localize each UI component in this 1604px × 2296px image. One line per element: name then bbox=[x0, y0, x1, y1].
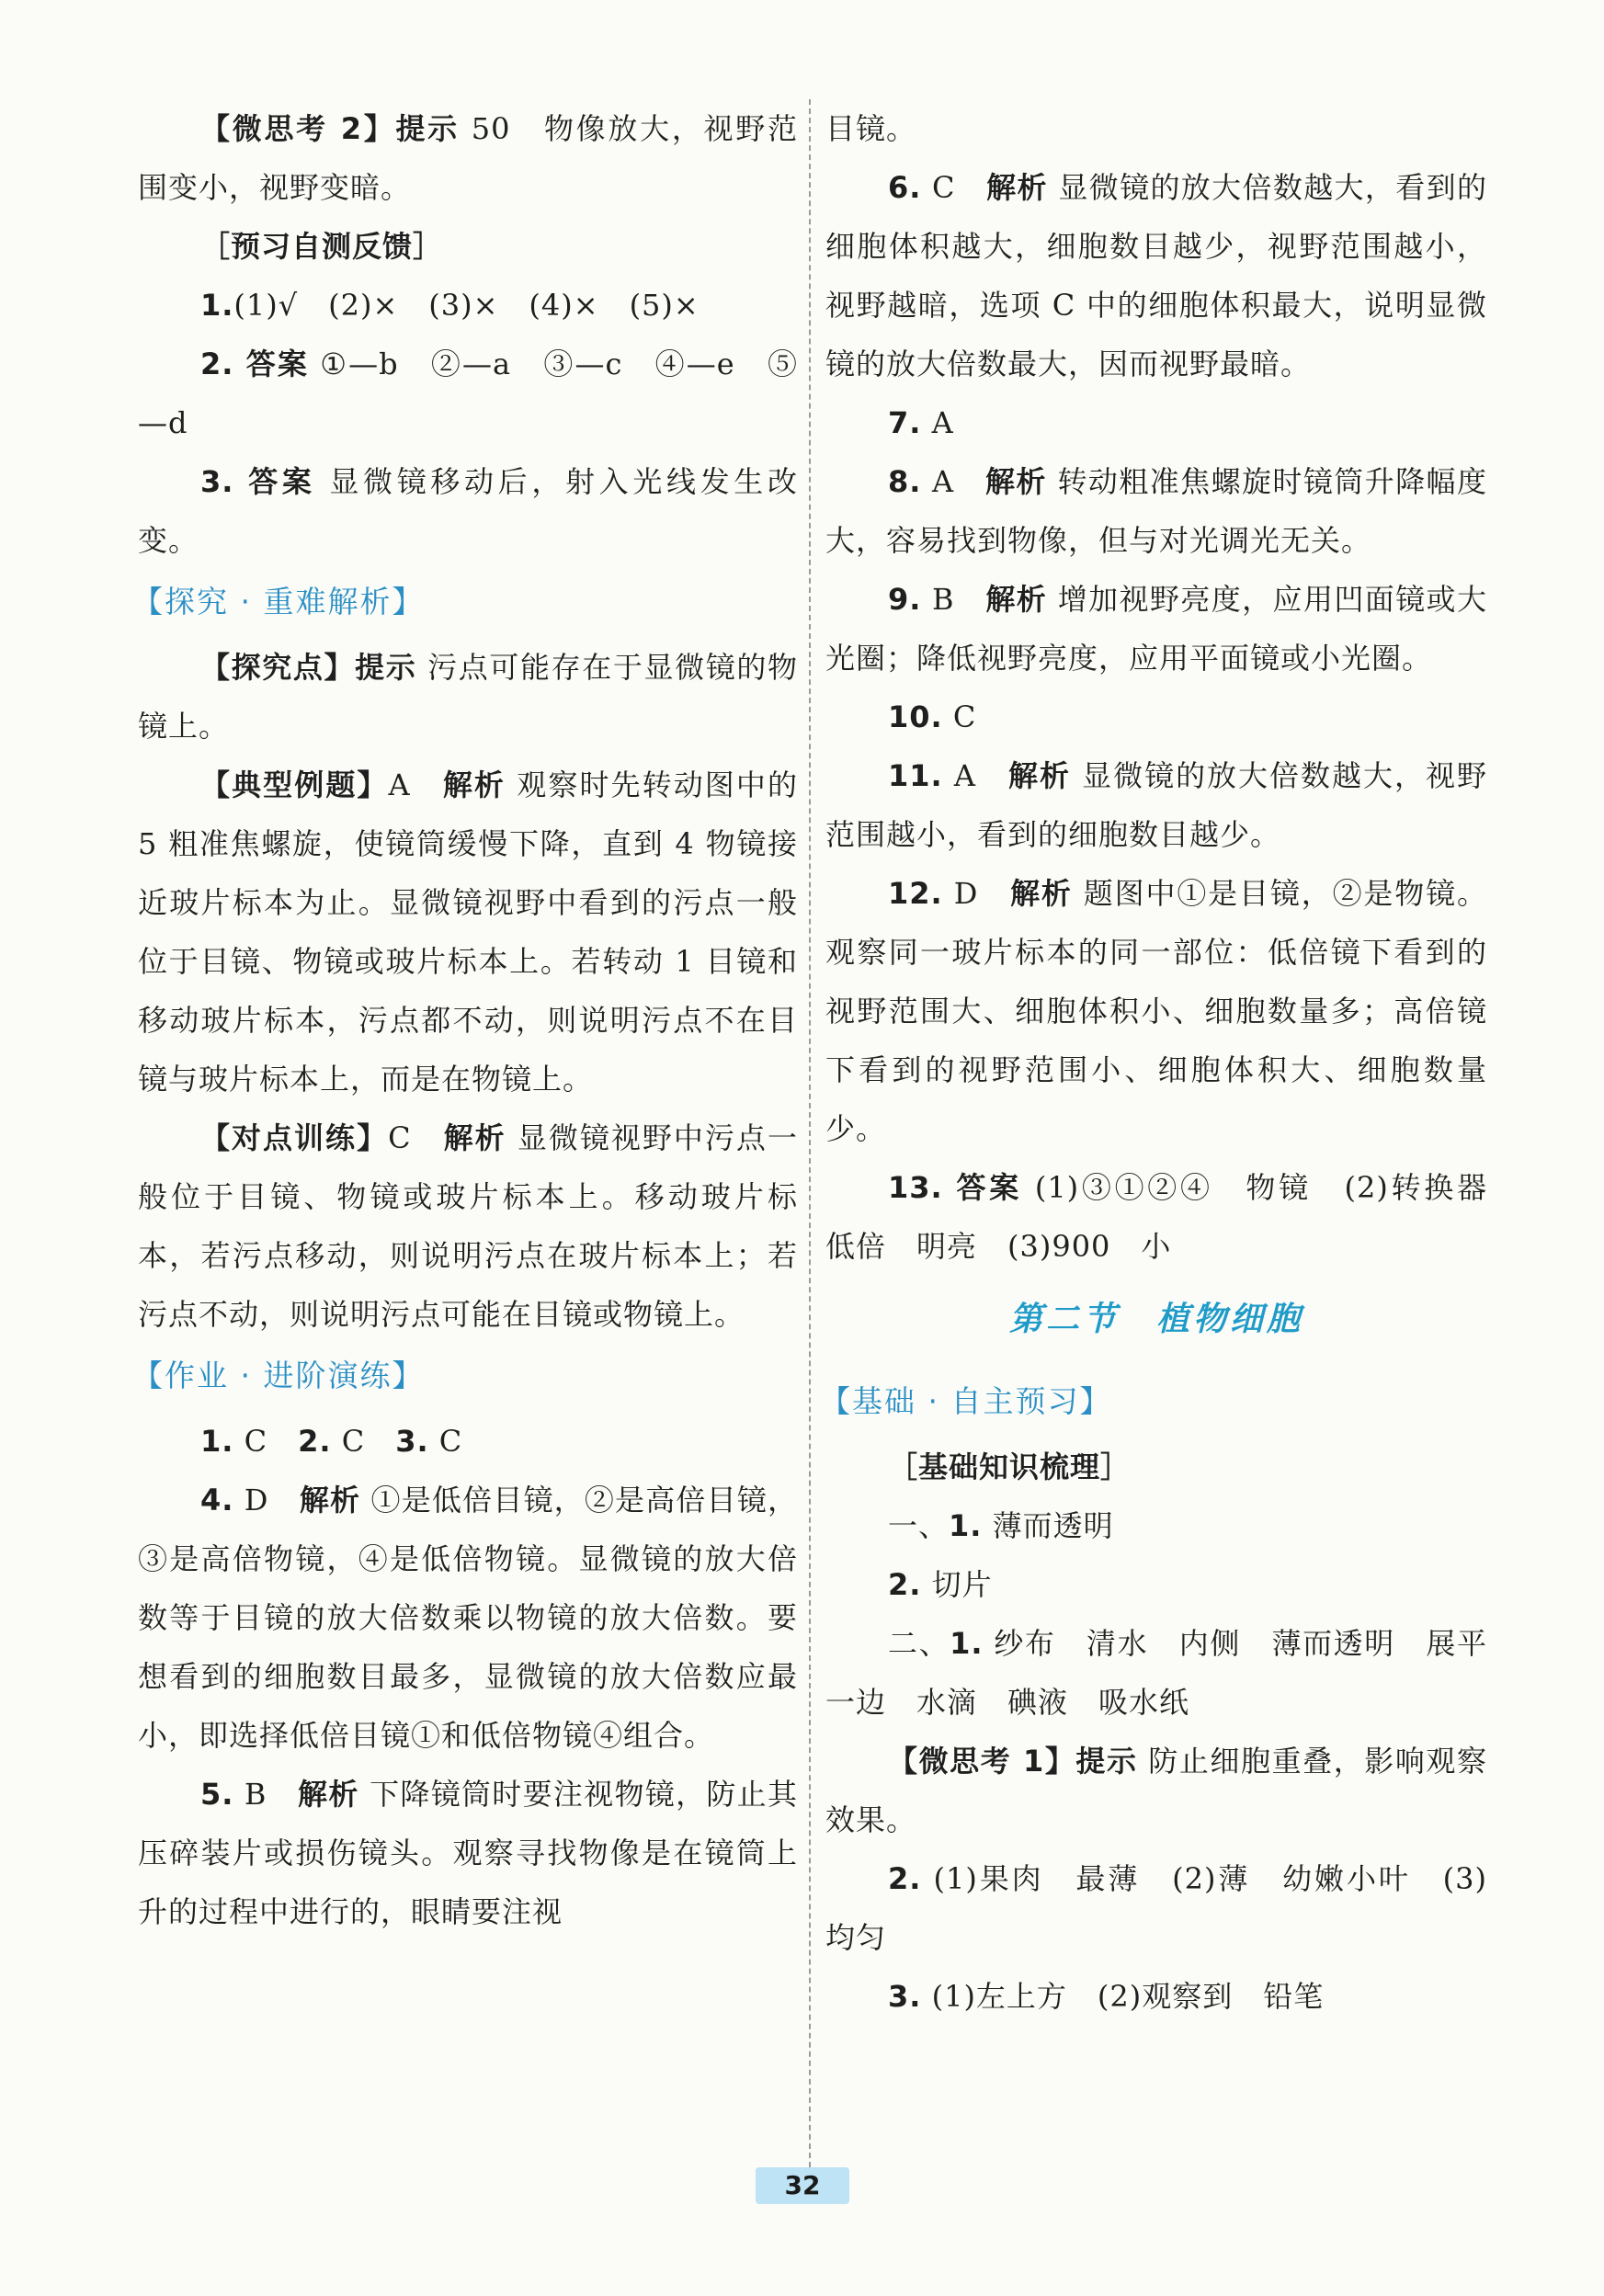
micro-think-1: 【微思考 1】提示 防止细胞重叠，影响观察效果。 bbox=[825, 1744, 1487, 1837]
left-column bbox=[132, 99, 798, 1941]
homework-11: 11. A 解析 显微镜的放大倍数越大，视野范围越小，看到的细胞数目越少。 bbox=[825, 758, 1487, 852]
homework-13: 13. 答案 (1)③①②④ 物镜 (2)转换器 低倍 明亮 (3)900 小 bbox=[825, 1170, 1518, 1264]
section-heading-explore: 【探究 · 重难解析】 bbox=[132, 584, 425, 619]
knowledge-2-1: 二、1. 纱布 清水 内侧 薄而透明 展平 一边 水滴 碘液 吸水纸 bbox=[825, 1626, 1518, 1720]
knowledge-1-2: 2. 切片 bbox=[888, 1567, 993, 1602]
homework-5: 5. B 解析 下降镜筒时要注视物镜，防止其压碎装片或损伤镜头。观察寻找物像是在镜筒上升的过程中进行的，眼睛要注视 bbox=[138, 1777, 798, 1929]
knowledge-1-1: 一、1. 薄而透明 bbox=[888, 1508, 1114, 1543]
homework-9: 9. B 解析 增加视野亮度，应用凹面镜或大光圈；降低视野亮度，应用平面镜或小光圈。 bbox=[825, 582, 1487, 676]
targeted-training: 【对点训练】C 解析 显微镜视野中污点一般位于目镜、物镜或玻片标本上。移动玻片标本，若污点移动，则说明污点在玻片标本上；若污点不动，则说明污点可能在目镜或物镜上。 bbox=[138, 1120, 798, 1332]
explore-point: 【探究点】提示 污点可能存在于显微镜的物镜上。 bbox=[138, 650, 798, 744]
chapter-title: 第二节 植物细胞 bbox=[1008, 1301, 1303, 1338]
right-column bbox=[820, 99, 1518, 2026]
page-number: 32 bbox=[756, 2167, 849, 2204]
homework-12: 12. D 解析 题图中①是目镜，②是物镜。观察同一玻片标本的同一部位：低倍镜下看到的视野范围大、细胞体积小、细胞数量多；高倍镜下看到的视野范围小、细胞体积大、细胞数量少。 bbox=[825, 876, 1487, 1146]
section-heading-homework: 【作业 · 进阶演练】 bbox=[132, 1358, 425, 1393]
preview-q1: 1.(1)√ (2)× (3)× (4)× (5)× bbox=[200, 288, 700, 323]
typical-example: 【典型例题】A 解析 观察时先转动图中的 5 粗准焦螺旋，使镜筒缓慢下降，直到 4 物镜接近玻片标本为止。显微镜视野中看到的污点一般位于目镜、物镜或玻片标本上。若转动 1 目镜和移动玻片标本，污点都不动，则说明污点不在目镜与玻片标本上，而是在物镜上。 bbox=[138, 767, 798, 1097]
homework-10: 10. C bbox=[888, 699, 977, 734]
homework-5-continued: 目镜。 bbox=[825, 111, 917, 146]
knowledge-2-3: 3. (1)左上方 (2)观察到 铅笔 bbox=[888, 1979, 1325, 2014]
homework-8: 8. A 解析 转动粗准焦螺旋时镜筒升降幅度大，容易找到物像，但与对光调光无关。 bbox=[825, 464, 1487, 558]
homework-4: 4. D 解析 ①是低倍目镜，②是高倍目镜，③是高倍物镜，④是低倍物镜。显微镜的放大倍数等于目镜的放大倍数乘以物镜的放大倍数。要想看到的细胞数目最多，显微镜的放大倍数应最小，即选择低倍目镜①和低倍物镜④组合。 bbox=[138, 1483, 798, 1753]
preview-q2: 2. 答案 ①—b ②—a ③—c ④—e ⑤—d bbox=[138, 347, 798, 440]
column-divider bbox=[809, 99, 811, 2177]
subheading-basic-knowledge: ［基础知识梳理］ bbox=[888, 1449, 1132, 1484]
knowledge-2-2: 2. (1)果肉 最薄 (2)薄 幼嫩小叶 (3)均匀 bbox=[825, 1861, 1487, 1955]
subheading-preview-test: ［预习自测反馈］ bbox=[200, 229, 444, 264]
homework-6: 6. C 解析 显微镜的放大倍数越大，看到的细胞体积越大，细胞数目越少，视野范围越小，视野越暗，选项 C 中的细胞体积最大，说明显微镜的放大倍数最大，因而视野最暗。 bbox=[825, 170, 1487, 381]
homework-7: 7. A bbox=[888, 405, 954, 440]
preview-q3: 3. 答案 显微镜移动后，射入光线发生改变。 bbox=[138, 464, 798, 558]
homework-1-3: 1. C 2. C 3. C bbox=[200, 1424, 463, 1459]
micro-think-2: 【微思考 2】提示 50 物像放大，视野范围变小，视野变暗。 bbox=[138, 111, 798, 205]
section-heading-basics: 【基础 · 自主预习】 bbox=[820, 1383, 1112, 1419]
